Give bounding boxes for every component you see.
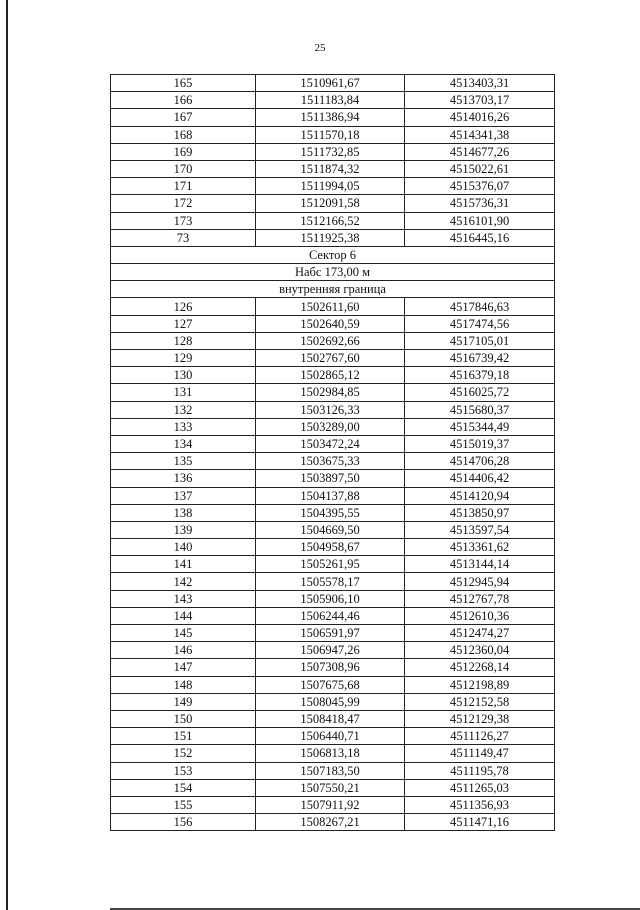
coord-x: 1503289,00	[256, 418, 405, 435]
table-row	[111, 659, 555, 676]
table-row	[111, 728, 555, 745]
coord-x: 1511570,18	[256, 126, 405, 143]
coord-x: 1512091,58	[256, 195, 405, 212]
table-row	[111, 143, 555, 160]
coord-x: 1511183,84	[256, 92, 405, 109]
point-number: 166	[111, 92, 256, 109]
table-row	[111, 229, 555, 246]
coord-x: 1510961,67	[256, 75, 405, 92]
point-number: 173	[111, 212, 256, 229]
coord-x: 1502692,66	[256, 332, 405, 349]
table-row	[111, 642, 555, 659]
point-number: 130	[111, 367, 256, 384]
point-number: 156	[111, 814, 256, 831]
table-row	[111, 160, 555, 177]
coord-y: 4515022,61	[405, 160, 555, 177]
coord-x: 1511386,94	[256, 109, 405, 126]
scan-left-edge	[6, 0, 8, 910]
point-number: 168	[111, 126, 256, 143]
coord-x: 1503472,24	[256, 435, 405, 452]
point-number: 150	[111, 710, 256, 727]
table-row	[111, 332, 555, 349]
table-row	[111, 521, 555, 538]
table-row	[111, 504, 555, 521]
coord-y: 4516379,18	[405, 367, 555, 384]
point-number: 165	[111, 75, 256, 92]
coord-y: 4517846,63	[405, 298, 555, 315]
point-number: 129	[111, 350, 256, 367]
coord-x: 1502865,12	[256, 367, 405, 384]
table-row	[111, 418, 555, 435]
point-number: 133	[111, 418, 256, 435]
coord-x: 1507911,92	[256, 796, 405, 813]
coord-x: 1508045,99	[256, 693, 405, 710]
coord-x: 1508418,47	[256, 710, 405, 727]
coord-x: 1506591,97	[256, 625, 405, 642]
point-number: 171	[111, 178, 256, 195]
table-section-bottom	[111, 298, 555, 831]
point-number: 145	[111, 625, 256, 642]
point-number: 147	[111, 659, 256, 676]
point-number: 169	[111, 143, 256, 160]
point-number: 142	[111, 573, 256, 590]
point-number: 136	[111, 470, 256, 487]
coord-x: 1505578,17	[256, 573, 405, 590]
coord-x: 1503126,33	[256, 401, 405, 418]
point-number: 73	[111, 229, 256, 246]
coord-y: 4517105,01	[405, 332, 555, 349]
coord-y: 4514706,28	[405, 453, 555, 470]
coord-y: 4512474,27	[405, 625, 555, 642]
coord-x: 1511994,05	[256, 178, 405, 195]
coord-y: 4515019,37	[405, 435, 555, 452]
point-number: 143	[111, 590, 256, 607]
coord-x: 1504395,55	[256, 504, 405, 521]
point-number: 149	[111, 693, 256, 710]
coord-x: 1507308,96	[256, 659, 405, 676]
coord-x: 1511732,85	[256, 143, 405, 160]
table-row	[111, 126, 555, 143]
coord-x: 1505261,95	[256, 556, 405, 573]
table-row	[111, 539, 555, 556]
table-row	[111, 367, 555, 384]
table-row	[111, 607, 555, 624]
point-number: 172	[111, 195, 256, 212]
point-number: 152	[111, 745, 256, 762]
point-number: 131	[111, 384, 256, 401]
point-number: 128	[111, 332, 256, 349]
table-row	[111, 625, 555, 642]
coord-y: 4512767,78	[405, 590, 555, 607]
point-number: 135	[111, 453, 256, 470]
coord-x: 1504958,67	[256, 539, 405, 556]
coord-y: 4514120,94	[405, 487, 555, 504]
coord-y: 4516739,42	[405, 350, 555, 367]
coord-x: 1502611,60	[256, 298, 405, 315]
coord-y: 4514406,42	[405, 470, 555, 487]
table-row	[111, 556, 555, 573]
point-number: 139	[111, 521, 256, 538]
table-row	[111, 401, 555, 418]
sector-title-row	[111, 246, 555, 263]
point-number: 132	[111, 401, 256, 418]
coord-x: 1507550,21	[256, 779, 405, 796]
table-row	[111, 435, 555, 452]
page-number: 25	[314, 42, 326, 54]
point-number: 140	[111, 539, 256, 556]
table-row	[111, 470, 555, 487]
table-row	[111, 75, 555, 92]
coord-x: 1508267,21	[256, 814, 405, 831]
sector-title: Сектор 6	[111, 246, 555, 263]
table-row	[111, 298, 555, 315]
table-row	[111, 676, 555, 693]
coord-y: 4512129,38	[405, 710, 555, 727]
coord-y: 4512152,58	[405, 693, 555, 710]
coord-y: 4514341,38	[405, 126, 555, 143]
coord-x: 1511925,38	[256, 229, 405, 246]
table-row	[111, 710, 555, 727]
coord-y: 4512945,94	[405, 573, 555, 590]
table-row	[111, 350, 555, 367]
table-row	[111, 315, 555, 332]
coord-y: 4515680,37	[405, 401, 555, 418]
table-row	[111, 796, 555, 813]
table-row	[111, 693, 555, 710]
sector-height-row	[111, 264, 555, 281]
table-row	[111, 212, 555, 229]
point-number: 167	[111, 109, 256, 126]
table-row	[111, 745, 555, 762]
coord-y: 4516101,90	[405, 212, 555, 229]
table-row	[111, 92, 555, 109]
coord-y: 4513597,54	[405, 521, 555, 538]
coord-y: 4511471,16	[405, 814, 555, 831]
table-row	[111, 109, 555, 126]
point-number: 138	[111, 504, 256, 521]
coord-y: 4514016,26	[405, 109, 555, 126]
table-row	[111, 178, 555, 195]
point-number: 155	[111, 796, 256, 813]
point-number: 137	[111, 487, 256, 504]
coord-y: 4511149,47	[405, 745, 555, 762]
coord-y: 4516445,16	[405, 229, 555, 246]
coord-y: 4511195,78	[405, 762, 555, 779]
table-row	[111, 762, 555, 779]
coord-x: 1504137,88	[256, 487, 405, 504]
table-row	[111, 487, 555, 504]
point-number: 146	[111, 642, 256, 659]
coord-y: 4515376,07	[405, 178, 555, 195]
coord-y: 4511265,03	[405, 779, 555, 796]
coord-y: 4516025,72	[405, 384, 555, 401]
coord-y: 4512360,04	[405, 642, 555, 659]
coord-x: 1505906,10	[256, 590, 405, 607]
coord-y: 4513403,31	[405, 75, 555, 92]
coord-x: 1506947,26	[256, 642, 405, 659]
coord-y: 4512268,14	[405, 659, 555, 676]
coord-x: 1507675,68	[256, 676, 405, 693]
coord-y: 4513850,97	[405, 504, 555, 521]
coord-x: 1502984,85	[256, 384, 405, 401]
coord-y: 4513144,14	[405, 556, 555, 573]
boundary-label: внутренняя граница	[111, 281, 555, 298]
coord-x: 1502640,59	[256, 315, 405, 332]
coord-x: 1503675,33	[256, 453, 405, 470]
point-number: 148	[111, 676, 256, 693]
table-row	[111, 573, 555, 590]
point-number: 153	[111, 762, 256, 779]
point-number: 127	[111, 315, 256, 332]
coord-y: 4511126,27	[405, 728, 555, 745]
point-number: 126	[111, 298, 256, 315]
coord-x: 1506440,71	[256, 728, 405, 745]
table-row	[111, 384, 555, 401]
point-number: 154	[111, 779, 256, 796]
coord-x: 1502767,60	[256, 350, 405, 367]
coordinates-table	[110, 74, 555, 831]
point-number: 141	[111, 556, 256, 573]
coord-y: 4512198,89	[405, 676, 555, 693]
coord-y: 4517474,56	[405, 315, 555, 332]
point-number: 170	[111, 160, 256, 177]
coord-y: 4513361,62	[405, 539, 555, 556]
coord-y: 4513703,17	[405, 92, 555, 109]
coord-x: 1507183,50	[256, 762, 405, 779]
coord-x: 1506244,46	[256, 607, 405, 624]
coord-x: 1504669,50	[256, 521, 405, 538]
sector-header	[111, 246, 555, 298]
coord-y: 4514677,26	[405, 143, 555, 160]
coord-y: 4515736,31	[405, 195, 555, 212]
point-number: 144	[111, 607, 256, 624]
coord-x: 1512166,52	[256, 212, 405, 229]
sector-height: Набс 173,00 м	[111, 264, 555, 281]
point-number: 151	[111, 728, 256, 745]
coord-y: 4512610,36	[405, 607, 555, 624]
coord-x: 1506813,18	[256, 745, 405, 762]
table-section-top	[111, 75, 555, 247]
table-row	[111, 195, 555, 212]
coord-y: 4511356,93	[405, 796, 555, 813]
point-number: 134	[111, 435, 256, 452]
coord-y: 4515344,49	[405, 418, 555, 435]
coord-x: 1511874,32	[256, 160, 405, 177]
table-row	[111, 590, 555, 607]
coord-x: 1503897,50	[256, 470, 405, 487]
table-row	[111, 453, 555, 470]
table-row	[111, 814, 555, 831]
table-row	[111, 779, 555, 796]
boundary-row	[111, 281, 555, 298]
